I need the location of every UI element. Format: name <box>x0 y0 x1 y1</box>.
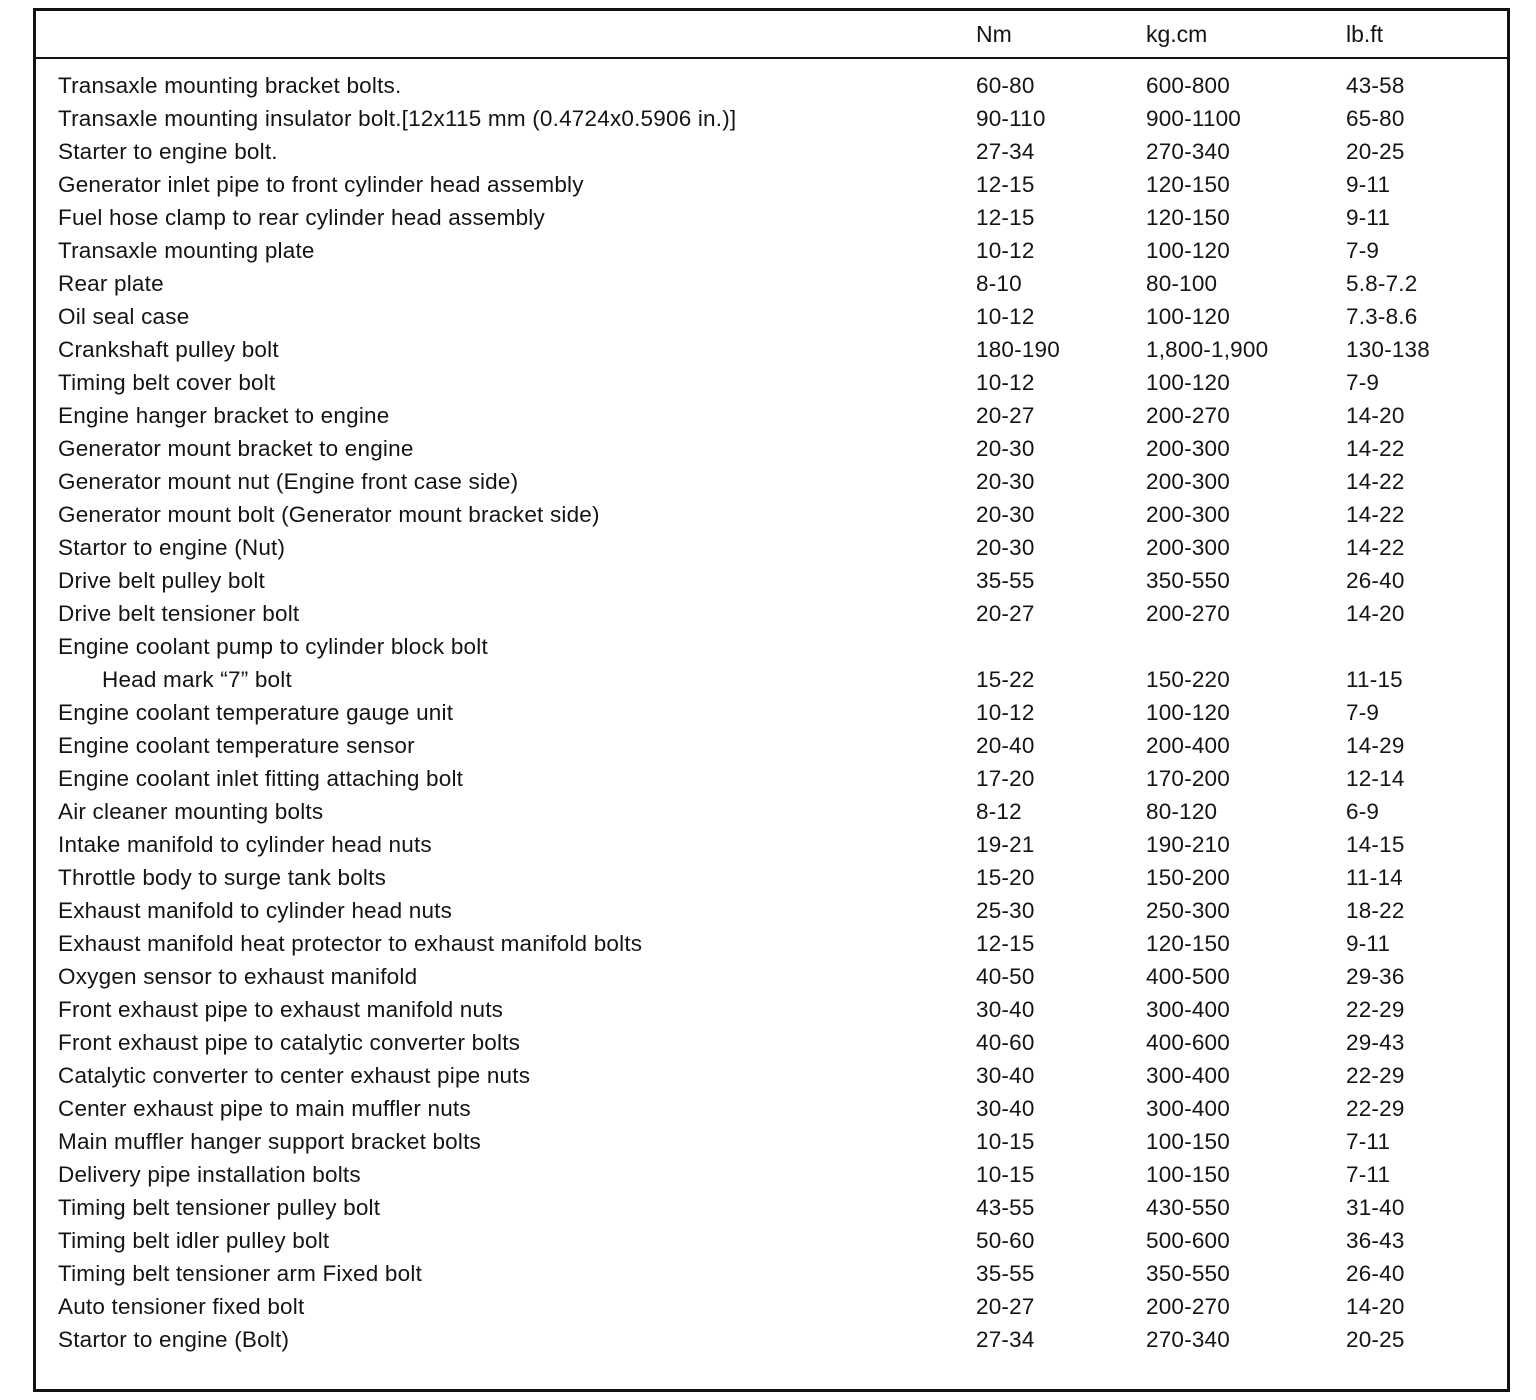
value-nm: 20-27 <box>976 600 1035 626</box>
value-nm: 8-10 <box>976 270 1022 296</box>
value-lbft: 14-20 <box>1346 1293 1405 1319</box>
value-kgcm: 200-300 <box>1146 534 1230 560</box>
row-label: Engine coolant temperature sensor <box>58 732 415 758</box>
table-row <box>36 234 1507 267</box>
row-label: Drive belt pulley bolt <box>58 567 265 593</box>
value-kgcm: 120-150 <box>1146 171 1230 197</box>
value-nm: 20-27 <box>976 1293 1035 1319</box>
table-row <box>36 663 1507 696</box>
row-label: Air cleaner mounting bolts <box>58 798 324 824</box>
value-nm: 10-12 <box>976 369 1035 395</box>
value-lbft: 29-36 <box>1346 963 1405 989</box>
row-label: Transaxle mounting insulator bolt.[12x115 mm (0.4724x0.5906 in.)] <box>58 105 737 131</box>
row-label: Timing belt tensioner pulley bolt <box>58 1194 381 1220</box>
table-row <box>36 1059 1507 1092</box>
value-lbft: 43-58 <box>1346 72 1405 98</box>
value-nm: 10-12 <box>976 303 1035 329</box>
value-lbft: 14-22 <box>1346 534 1405 560</box>
value-kgcm: 900-1100 <box>1146 105 1242 131</box>
value-lbft: 22-29 <box>1346 996 1405 1022</box>
table-row <box>36 333 1507 366</box>
value-lbft: 9-11 <box>1346 204 1391 230</box>
row-label: Timing belt tensioner arm Fixed bolt <box>58 1260 423 1286</box>
value-nm: 30-40 <box>976 1062 1035 1088</box>
table-row <box>36 1026 1507 1059</box>
value-lbft: 14-22 <box>1346 468 1405 494</box>
value-kgcm: 100-150 <box>1146 1128 1230 1154</box>
row-label: Crankshaft pulley bolt <box>58 336 279 362</box>
row-label: Head mark “7” bolt <box>102 666 292 692</box>
row-label: Fuel hose clamp to rear cylinder head assembly <box>58 204 545 230</box>
value-kgcm: 80-120 <box>1146 798 1218 824</box>
value-nm: 20-40 <box>976 732 1035 758</box>
value-lbft: 14-29 <box>1346 732 1405 758</box>
row-label: Generator mount bracket to engine <box>58 435 414 461</box>
table-row <box>36 696 1507 729</box>
row-label: Engine coolant inlet fitting attaching bolt <box>58 765 464 791</box>
value-kgcm: 100-150 <box>1146 1161 1230 1187</box>
value-kgcm: 200-300 <box>1146 501 1230 527</box>
value-nm: 25-30 <box>976 897 1035 923</box>
table-row <box>36 597 1507 630</box>
table-row <box>36 366 1507 399</box>
header-nm: Nm <box>976 20 1012 47</box>
value-lbft: 14-22 <box>1346 501 1405 527</box>
table-row <box>36 729 1507 762</box>
value-kgcm: 250-300 <box>1146 897 1230 923</box>
row-label: Front exhaust pipe to catalytic converter bolts <box>58 1029 521 1055</box>
row-label: Drive belt tensioner bolt <box>58 600 300 626</box>
value-kgcm: 200-270 <box>1146 402 1230 428</box>
value-kgcm: 350-550 <box>1146 567 1230 593</box>
table-row <box>36 1257 1507 1290</box>
value-nm: 20-30 <box>976 534 1035 560</box>
row-label: Throttle body to surge tank bolts <box>58 864 387 890</box>
value-nm: 43-55 <box>976 1194 1035 1220</box>
value-kgcm: 120-150 <box>1146 204 1230 230</box>
value-lbft: 7-9 <box>1346 699 1380 725</box>
value-kgcm: 100-120 <box>1146 699 1230 725</box>
table-row <box>36 762 1507 795</box>
row-label: Front exhaust pipe to exhaust manifold nuts <box>58 996 504 1022</box>
value-nm: 8-12 <box>976 798 1022 824</box>
row-label: Transaxle mounting bracket bolts. <box>58 72 402 98</box>
value-kgcm: 190-210 <box>1146 831 1230 857</box>
table-row <box>36 993 1507 1026</box>
table-row <box>36 69 1507 102</box>
torque-table-body <box>36 59 1507 1356</box>
value-lbft: 20-25 <box>1346 1326 1405 1352</box>
value-lbft: 130-138 <box>1346 336 1430 362</box>
table-row <box>36 894 1507 927</box>
value-lbft: 11-14 <box>1346 864 1403 890</box>
value-lbft: 65-80 <box>1346 105 1405 131</box>
table-row <box>36 828 1507 861</box>
value-nm: 50-60 <box>976 1227 1035 1253</box>
value-nm: 35-55 <box>976 567 1035 593</box>
value-nm: 10-12 <box>976 699 1035 725</box>
value-nm: 20-30 <box>976 468 1035 494</box>
value-lbft: 14-20 <box>1346 600 1405 626</box>
table-row <box>36 135 1507 168</box>
row-label: Starter to engine bolt. <box>58 138 278 164</box>
value-kgcm: 430-550 <box>1146 1194 1230 1220</box>
value-kgcm: 1,800-1,900 <box>1146 336 1269 362</box>
row-label: Auto tensioner fixed bolt <box>58 1293 305 1319</box>
value-kgcm: 150-200 <box>1146 864 1230 890</box>
table-row <box>36 531 1507 564</box>
row-label: Exhaust manifold to cylinder head nuts <box>58 897 453 923</box>
value-nm: 30-40 <box>976 1095 1035 1121</box>
table-row <box>36 399 1507 432</box>
value-lbft: 20-25 <box>1346 138 1405 164</box>
value-kgcm: 100-120 <box>1146 303 1230 329</box>
table-row <box>36 960 1507 993</box>
value-lbft: 12-14 <box>1346 765 1405 791</box>
value-kgcm: 200-300 <box>1146 468 1230 494</box>
value-kgcm: 600-800 <box>1146 72 1230 98</box>
value-kgcm: 120-150 <box>1146 930 1230 956</box>
table-row <box>36 498 1507 531</box>
table-row <box>36 1191 1507 1224</box>
table-row <box>36 630 1507 663</box>
table-row <box>36 795 1507 828</box>
row-label: Timing belt cover bolt <box>58 369 276 395</box>
value-kgcm: 270-340 <box>1146 138 1230 164</box>
row-label: Catalytic converter to center exhaust pipe nuts <box>58 1062 531 1088</box>
row-label: Startor to engine (Bolt) <box>58 1326 290 1352</box>
table-row <box>36 861 1507 894</box>
row-label: Center exhaust pipe to main muffler nuts <box>58 1095 471 1121</box>
value-nm: 90-110 <box>976 105 1046 131</box>
table-row <box>36 1323 1507 1356</box>
row-label: Engine coolant pump to cylinder block bolt <box>58 633 488 659</box>
value-nm: 40-60 <box>976 1029 1035 1055</box>
value-lbft: 7-11 <box>1346 1128 1391 1154</box>
row-label: Intake manifold to cylinder head nuts <box>58 831 432 857</box>
table-row <box>36 927 1507 960</box>
row-label: Generator mount bolt (Generator mount bracket side) <box>58 501 600 527</box>
table-row <box>36 168 1507 201</box>
row-label: Generator mount nut (Engine front case side) <box>58 468 519 494</box>
value-lbft: 26-40 <box>1346 1260 1405 1286</box>
table-row <box>36 1092 1507 1125</box>
value-lbft: 26-40 <box>1346 567 1405 593</box>
table-row <box>36 102 1507 135</box>
value-nm: 12-15 <box>976 204 1035 230</box>
value-nm: 10-12 <box>976 237 1035 263</box>
value-nm: 12-15 <box>976 171 1035 197</box>
value-kgcm: 300-400 <box>1146 996 1230 1022</box>
value-lbft: 7-9 <box>1346 237 1380 263</box>
row-label: Engine coolant temperature gauge unit <box>58 699 454 725</box>
value-kgcm: 200-270 <box>1146 600 1230 626</box>
value-nm: 20-30 <box>976 435 1035 461</box>
value-kgcm: 200-400 <box>1146 732 1230 758</box>
value-lbft: 36-43 <box>1346 1227 1405 1253</box>
value-kgcm: 300-400 <box>1146 1095 1230 1121</box>
value-lbft: 14-20 <box>1346 402 1405 428</box>
value-kgcm: 80-100 <box>1146 270 1218 296</box>
table-row <box>36 465 1507 498</box>
table-row <box>36 201 1507 234</box>
value-nm: 12-15 <box>976 930 1035 956</box>
value-nm: 17-20 <box>976 765 1035 791</box>
table-row <box>36 432 1507 465</box>
value-nm: 10-15 <box>976 1128 1035 1154</box>
value-nm: 10-15 <box>976 1161 1035 1187</box>
value-nm: 15-20 <box>976 864 1035 890</box>
header-kgcm: kg.cm <box>1146 20 1208 47</box>
value-lbft: 7-11 <box>1346 1161 1391 1187</box>
value-kgcm: 400-600 <box>1146 1029 1230 1055</box>
row-label: Startor to engine (Nut) <box>58 534 286 560</box>
row-label: Transaxle mounting plate <box>58 237 315 263</box>
value-lbft: 7.3-8.6 <box>1346 303 1418 329</box>
row-label: Engine hanger bracket to engine <box>58 402 390 428</box>
row-label: Timing belt idler pulley bolt <box>58 1227 330 1253</box>
value-nm: 27-34 <box>976 138 1035 164</box>
row-label: Generator inlet pipe to front cylinder head assembly <box>58 171 584 197</box>
table-row <box>36 1290 1507 1323</box>
table-row <box>36 300 1507 333</box>
value-kgcm: 100-120 <box>1146 369 1230 395</box>
table-row <box>36 1125 1507 1158</box>
value-nm: 30-40 <box>976 996 1035 1022</box>
value-nm: 27-34 <box>976 1326 1035 1352</box>
value-lbft: 7-9 <box>1346 369 1380 395</box>
table-row <box>36 1158 1507 1191</box>
value-nm: 15-22 <box>976 666 1035 692</box>
row-label: Exhaust manifold heat protector to exhaust manifold bolts <box>58 930 643 956</box>
value-lbft: 29-43 <box>1346 1029 1405 1055</box>
value-lbft: 5.8-7.2 <box>1346 270 1418 296</box>
value-lbft: 14-22 <box>1346 435 1405 461</box>
value-nm: 20-27 <box>976 402 1035 428</box>
value-lbft: 22-29 <box>1346 1062 1405 1088</box>
value-kgcm: 100-120 <box>1146 237 1230 263</box>
table-row <box>36 267 1507 300</box>
value-kgcm: 200-300 <box>1146 435 1230 461</box>
value-lbft: 6-9 <box>1346 798 1380 824</box>
row-label: Delivery pipe installation bolts <box>58 1161 361 1187</box>
row-label: Rear plate <box>58 270 164 296</box>
torque-spec-table <box>33 8 1510 1392</box>
value-nm: 60-80 <box>976 72 1035 98</box>
value-kgcm: 500-600 <box>1146 1227 1230 1253</box>
value-lbft: 18-22 <box>1346 897 1405 923</box>
value-lbft: 9-11 <box>1346 171 1391 197</box>
value-kgcm: 400-500 <box>1146 963 1230 989</box>
value-kgcm: 270-340 <box>1146 1326 1230 1352</box>
value-kgcm: 200-270 <box>1146 1293 1230 1319</box>
value-nm: 19-21 <box>976 831 1035 857</box>
header-lbft: lb.ft <box>1346 20 1384 47</box>
value-kgcm: 150-220 <box>1146 666 1230 692</box>
value-nm: 20-30 <box>976 501 1035 527</box>
value-kgcm: 300-400 <box>1146 1062 1230 1088</box>
value-lbft: 22-29 <box>1346 1095 1405 1121</box>
value-kgcm: 350-550 <box>1146 1260 1230 1286</box>
value-nm: 180-190 <box>976 336 1060 362</box>
value-kgcm: 170-200 <box>1146 765 1230 791</box>
value-lbft: 14-15 <box>1346 831 1405 857</box>
table-header-row <box>36 11 1507 59</box>
table-row <box>36 564 1507 597</box>
row-label: Oil seal case <box>58 303 190 329</box>
value-nm: 40-50 <box>976 963 1035 989</box>
value-lbft: 11-15 <box>1346 666 1403 692</box>
table-row <box>36 1224 1507 1257</box>
value-nm: 35-55 <box>976 1260 1035 1286</box>
value-lbft: 9-11 <box>1346 930 1391 956</box>
row-label: Main muffler hanger support bracket bolts <box>58 1128 481 1154</box>
value-lbft: 31-40 <box>1346 1194 1405 1220</box>
row-label: Oxygen sensor to exhaust manifold <box>58 963 418 989</box>
